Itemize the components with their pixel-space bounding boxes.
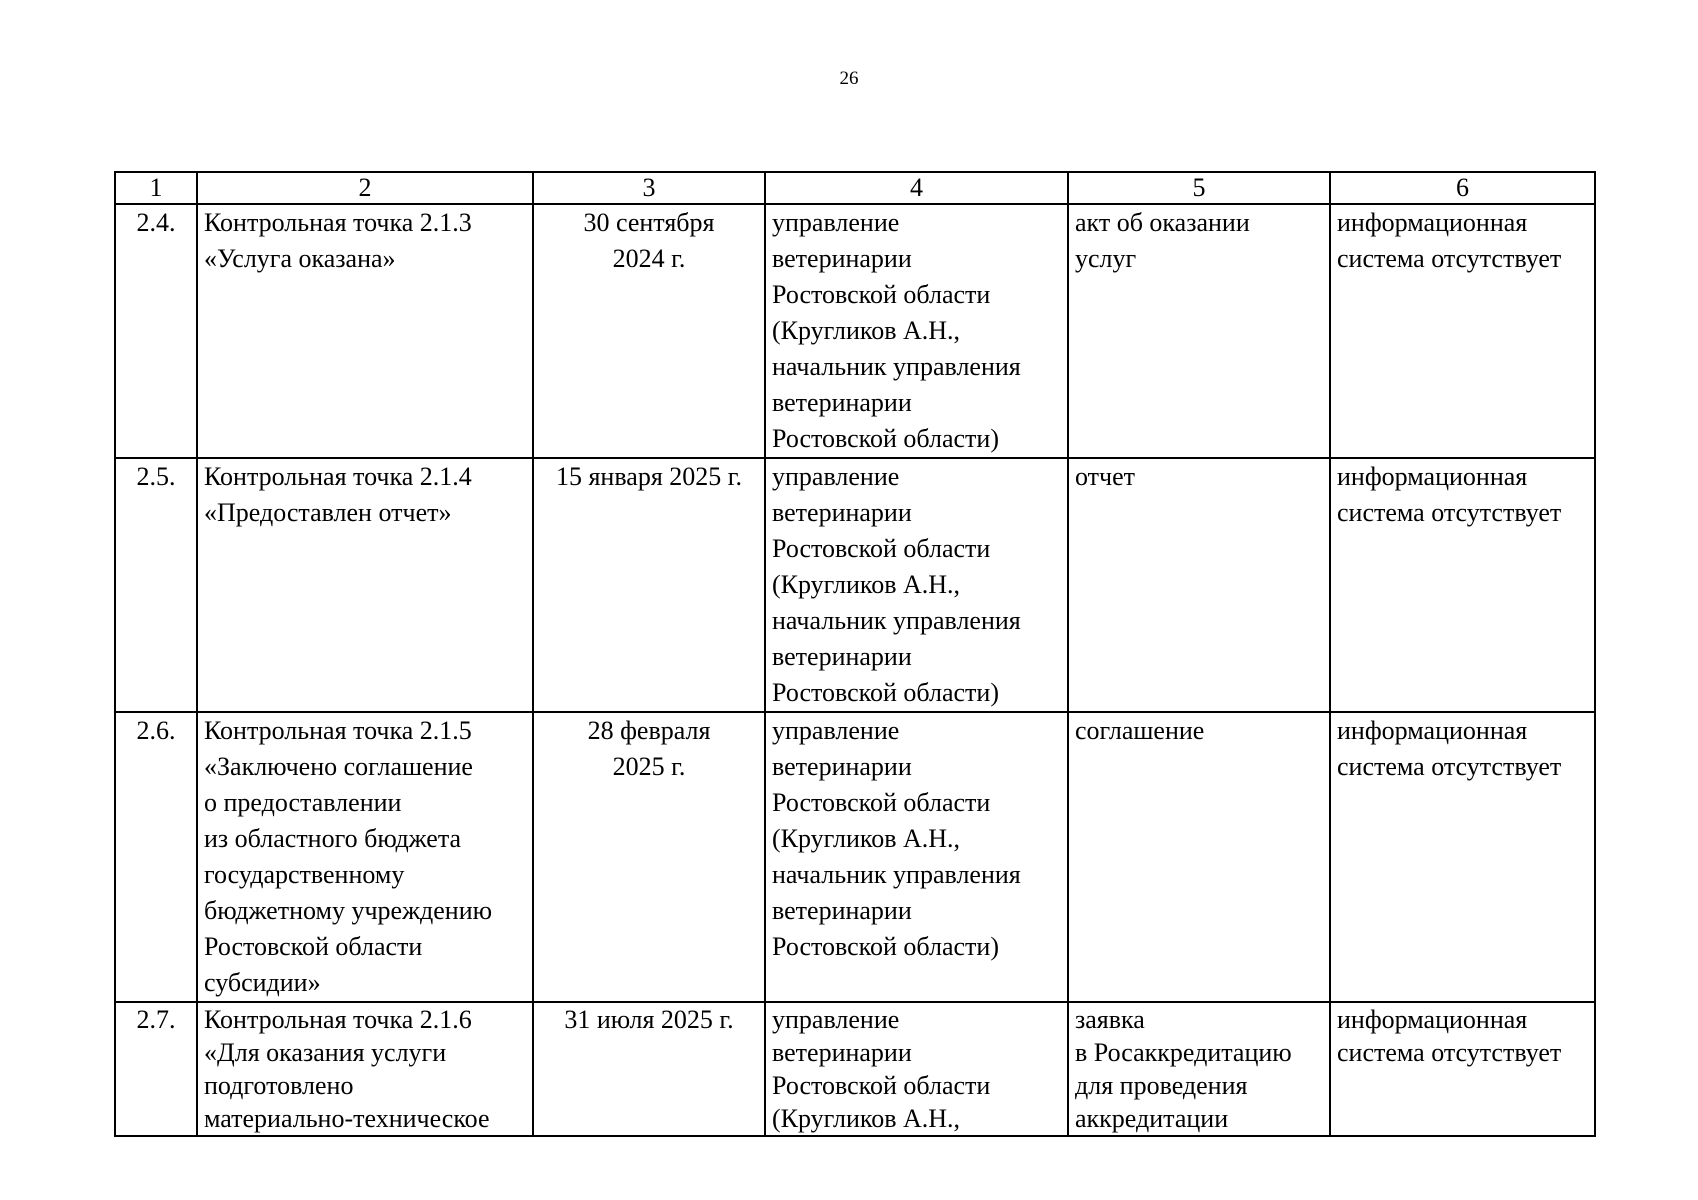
control-point-name: Контрольная точка 2.1.6 «Для оказания услуги подготовлено материально-техническое xyxy=(197,1002,533,1136)
confirming-document: отчет xyxy=(1068,458,1330,712)
header-cell-1: 1 xyxy=(115,172,197,204)
page-number: 26 xyxy=(839,68,859,89)
information-system: информационная система отсутствует xyxy=(1330,204,1595,458)
row-number: 2.4. xyxy=(115,204,197,458)
responsible-executor: управление ветеринарии Ростовской области (Кругликов А.Н., начальник управления ветеринарии Ростовской области) xyxy=(765,204,1068,458)
header-cell-2: 2 xyxy=(197,172,533,204)
deadline-date: 28 февраля 2025 г. xyxy=(533,712,765,1002)
control-point-name: Контрольная точка 2.1.3 «Услуга оказана» xyxy=(197,204,533,458)
header-cell-4: 4 xyxy=(765,172,1068,204)
row-number: 2.6. xyxy=(115,712,197,1002)
table-header-row xyxy=(115,172,1595,204)
table-row xyxy=(115,1002,1595,1136)
table-row xyxy=(115,712,1595,1002)
confirming-document: акт об оказании услуг xyxy=(1068,204,1330,458)
table-row xyxy=(115,204,1595,458)
responsible-executor: управление ветеринарии Ростовской области (Кругликов А.Н., начальник управления ветеринарии Ростовской области) xyxy=(765,712,1068,1002)
header-cell-6: 6 xyxy=(1330,172,1595,204)
confirming-document: заявка в Росаккредитацию для проведения аккредитации xyxy=(1068,1002,1330,1136)
deadline-date: 15 января 2025 г. xyxy=(533,458,765,712)
table-row xyxy=(115,458,1595,712)
information-system: информационная система отсутствует xyxy=(1330,712,1595,1002)
information-system: информационная система отсутствует xyxy=(1330,458,1595,712)
header-cell-3: 3 xyxy=(533,172,765,204)
control-point-name: Контрольная точка 2.1.5 «Заключено соглашение о предоставлении из областного бюджета государственному бюджетному учреждению Ростовской области субсидии» xyxy=(197,712,533,1002)
deadline-date: 30 сентября 2024 г. xyxy=(533,204,765,458)
header-cell-5: 5 xyxy=(1068,172,1330,204)
deadline-date: 31 июля 2025 г. xyxy=(533,1002,765,1136)
row-number: 2.7. xyxy=(115,1002,197,1136)
control-point-name: Контрольная точка 2.1.4 «Предоставлен отчет» xyxy=(197,458,533,712)
information-system: информационная система отсутствует xyxy=(1330,1002,1595,1136)
responsible-executor: управление ветеринарии Ростовской области (Кругликов А.Н., xyxy=(765,1002,1068,1136)
row-number: 2.5. xyxy=(115,458,197,712)
control-points-table xyxy=(114,171,1596,1137)
responsible-executor: управление ветеринарии Ростовской области (Кругликов А.Н., начальник управления ветеринарии Ростовской области) xyxy=(765,458,1068,712)
confirming-document: соглашение xyxy=(1068,712,1330,1002)
